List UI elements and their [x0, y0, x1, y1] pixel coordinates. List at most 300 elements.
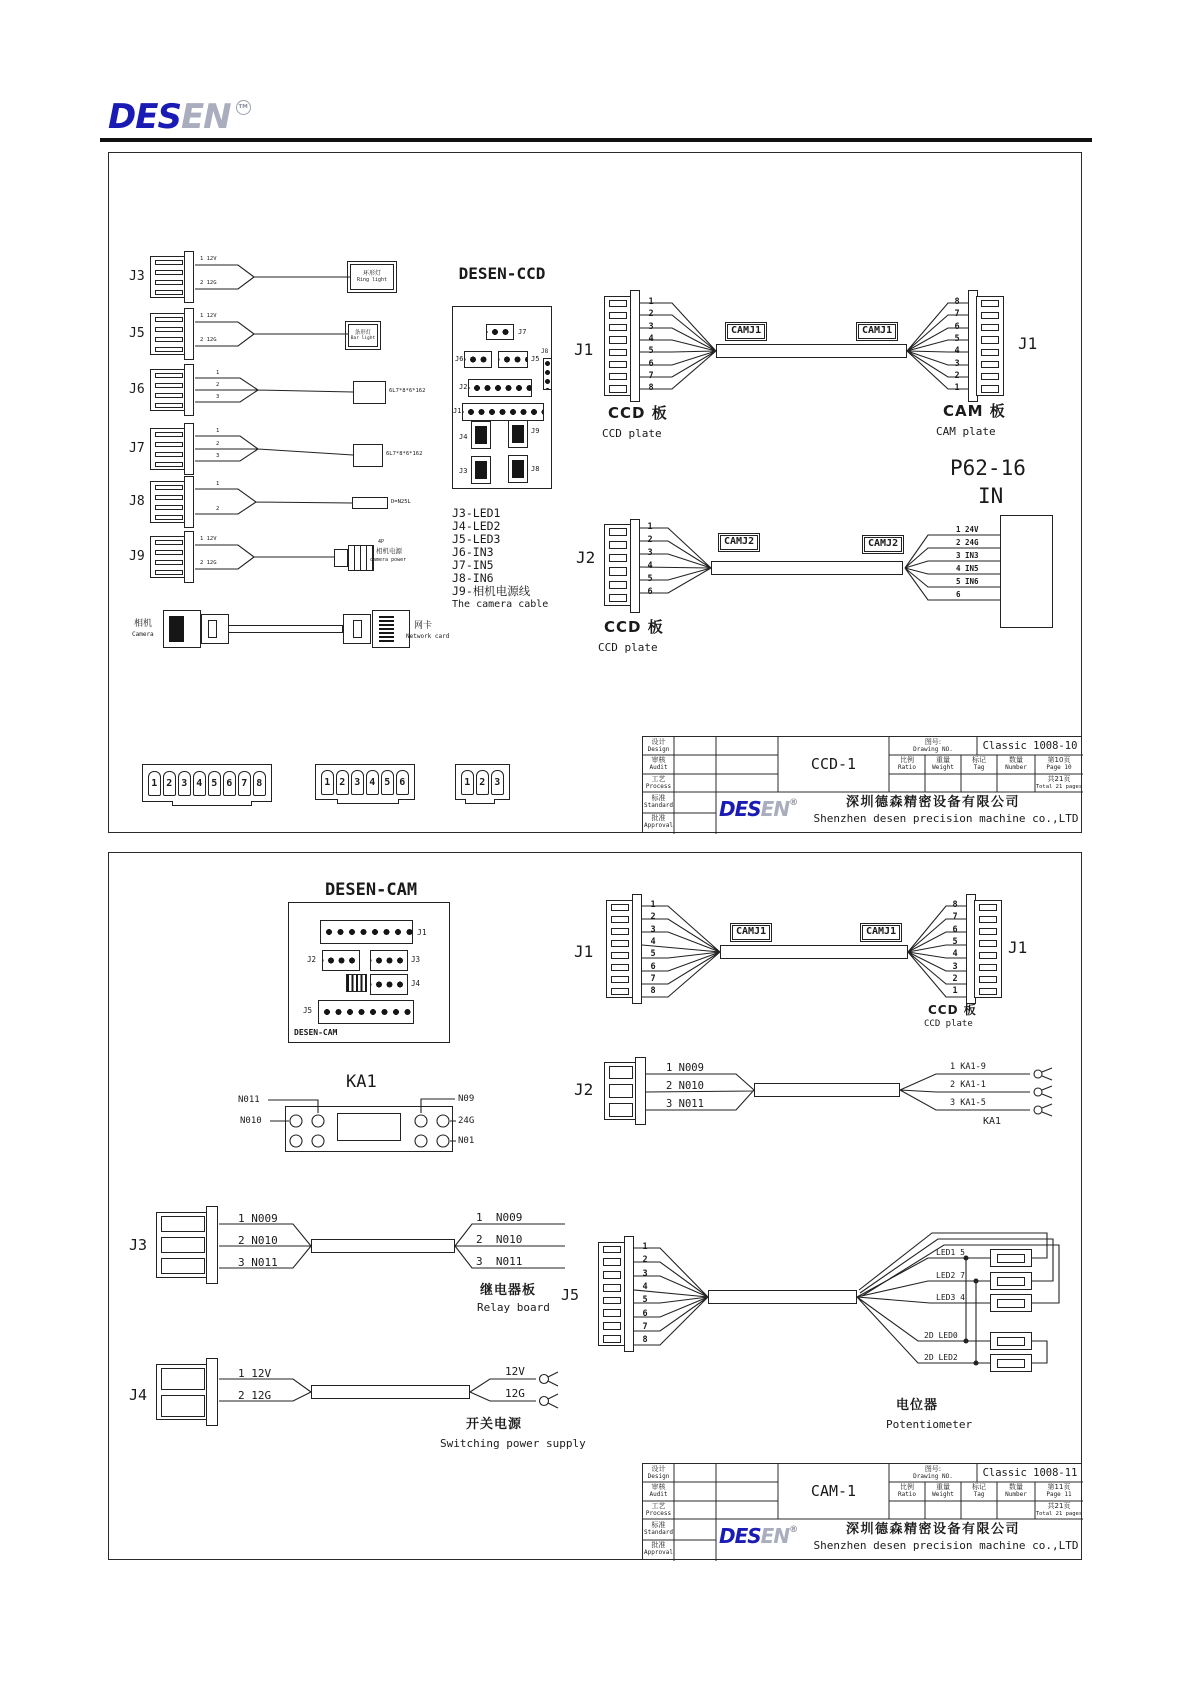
- network-plug-slot: [353, 620, 362, 638]
- cam-j2-wire-left: 1 N009: [666, 1062, 704, 1074]
- connector-slot: [155, 317, 183, 322]
- camera-cable: [228, 625, 343, 633]
- connector-slot: [155, 403, 183, 408]
- j8-end-box: [352, 497, 388, 509]
- j1-left-pins: [644, 298, 658, 393]
- connector-slot: [603, 1246, 621, 1254]
- connector-slot: [155, 505, 183, 510]
- connector-slot: [981, 349, 999, 356]
- connector-j7-label: J7: [129, 441, 145, 456]
- switching-power-zh: 开关电源: [466, 1417, 523, 1432]
- cam-j4-wire-right: 12G: [505, 1387, 525, 1400]
- connector-slot: [603, 1258, 621, 1266]
- cam-j1-right-label: J1: [1008, 938, 1028, 957]
- tb-process: 工艺 Process: [645, 1502, 672, 1517]
- title-block-logo: DESEN®: [719, 797, 798, 821]
- connector-slot: [609, 1066, 633, 1080]
- pin-number: 2: [952, 974, 958, 985]
- pin-number: 1: [321, 770, 334, 795]
- connector-slot: [603, 1335, 621, 1343]
- pin-number: 3: [491, 770, 504, 795]
- tb-ratio: 比例 Ratio: [897, 756, 917, 771]
- legend-line: J9-相机电源线: [452, 584, 531, 598]
- cam-board-j4-label: J4: [411, 979, 421, 988]
- pin-number: 6: [647, 587, 653, 598]
- connector-slot: [155, 290, 183, 295]
- connector-slot: [603, 1309, 621, 1317]
- connector-slot: [609, 373, 627, 380]
- j1-left-wafer: [630, 290, 640, 402]
- cam-plate-en: CAM plate: [936, 425, 996, 438]
- drawing-number: Classic 1008-11: [982, 1467, 1078, 1479]
- pin-number: 6: [396, 770, 409, 795]
- cam-j4-wire-left: 1 12V: [238, 1367, 272, 1380]
- pin-number: 1: [642, 1242, 648, 1252]
- ccd-board-j7: [486, 324, 514, 340]
- connector-slot: [155, 550, 183, 555]
- connector-slot: [155, 347, 183, 352]
- cam-j3-wire-right: 3 N011: [476, 1255, 523, 1268]
- pin-strip-8-tab: [172, 801, 252, 806]
- drawing-number: Classic 1008-10: [982, 740, 1078, 752]
- cam-j5-wafer: [624, 1236, 634, 1352]
- p62-title: P62-16: [950, 456, 1026, 480]
- pot-wire-label: LED2 7: [936, 1271, 965, 1280]
- logo-text-gray: EN: [180, 97, 231, 137]
- connector-slot: [161, 1237, 205, 1253]
- ccd-plate2-en: CCD plate: [598, 641, 658, 654]
- connector-slot: [609, 1084, 633, 1098]
- cam-j5-pins: [638, 1243, 652, 1345]
- cam-j3-connector: [156, 1212, 210, 1278]
- cam-j3-cable: [311, 1239, 455, 1253]
- connector-slot: [603, 1271, 621, 1279]
- cam-j3-wire-right: 1 N009: [476, 1211, 523, 1224]
- company-name-zh: 深圳德森精密设备有限公司: [845, 795, 1020, 810]
- ka1-n09-label: N09: [458, 1094, 475, 1104]
- camj2-tag-left: CAMJ2: [720, 535, 758, 550]
- connector-slot: [155, 540, 183, 545]
- ccd-board-j9: [508, 420, 528, 448]
- cam-board-j3-label: J3: [411, 955, 421, 964]
- pin-number: 6: [642, 1308, 648, 1319]
- ccd-board-j3: [471, 456, 491, 484]
- ccd-board-j8: [543, 358, 552, 390]
- pin-number: 1: [461, 770, 474, 795]
- camj2-tag-right: CAMJ2: [864, 537, 902, 552]
- wire-label: 2: [216, 441, 220, 447]
- bar-light-box: [348, 324, 378, 347]
- tb-number: 数量 Number: [1005, 1483, 1027, 1498]
- wire-label: 3: [216, 453, 220, 459]
- cam-j2-wire-left: 2 N010: [666, 1080, 704, 1092]
- connector-slot: [979, 988, 997, 995]
- connector-slot: [161, 1395, 205, 1417]
- tb-process: 工艺 Process: [645, 775, 672, 790]
- connector-slot: [155, 452, 183, 457]
- company-name-zh: 深圳德森精密设备有限公司: [845, 1522, 1020, 1537]
- connector-slot: [979, 976, 997, 983]
- pin-number: 6: [650, 961, 656, 972]
- connector-slot: [981, 312, 999, 319]
- tb-page: 第11页 Page 11: [1046, 1483, 1072, 1498]
- camera-power-en: camera power: [370, 557, 407, 563]
- cam-ccd-plate-zh: CCD 板: [928, 1003, 977, 1017]
- pin-number: 8: [952, 900, 958, 910]
- network-connector-pins: [379, 616, 394, 642]
- connector-j5-wafer: [184, 308, 194, 360]
- potentiometer-led3: [990, 1294, 1032, 1312]
- end-device-en: Ring light: [356, 276, 388, 283]
- cam-j1-left-pins: [646, 901, 660, 996]
- j1-left-connector: [604, 296, 632, 396]
- camera-power-pincount: 4P: [378, 539, 385, 545]
- connector-slot: [981, 361, 999, 368]
- cam-j2-right-sub: KA1: [983, 1116, 1002, 1127]
- pin-number: 8: [648, 383, 654, 394]
- connector-slot: [979, 940, 997, 947]
- connector-slot: [155, 383, 183, 388]
- pin-strip-3-tab: [465, 799, 495, 804]
- connector-slot: [981, 336, 999, 343]
- ccd-board-j5: [498, 351, 528, 368]
- network-card-label-en: Network card: [406, 633, 450, 640]
- pin-number: 5: [642, 1295, 648, 1306]
- connector-j9: [150, 536, 188, 578]
- pin-number: 1: [952, 986, 958, 997]
- ccd-board-j6: [464, 351, 492, 368]
- ccd-board-j4: [471, 421, 491, 449]
- connector-j6-wafer: [184, 364, 194, 416]
- camera-connector-insert: [169, 616, 184, 642]
- connector-j3-wafer: [184, 251, 194, 303]
- cam-j5-cable: [708, 1290, 857, 1304]
- legend-line: J8-IN6: [452, 571, 494, 585]
- ccd-board-j4-label: J4: [459, 433, 468, 441]
- connector-slot: [611, 964, 629, 971]
- connector-slot: [603, 1284, 621, 1292]
- cam-j4-wire-left: 2 12G: [238, 1389, 272, 1402]
- pin-number: 7: [648, 371, 654, 382]
- cam-j2-cable: [754, 1083, 900, 1097]
- connector-slot: [609, 361, 627, 368]
- pin-number: 5: [648, 346, 654, 357]
- tb-standard: 标准 Standard: [644, 1521, 673, 1536]
- connector-slot: [981, 373, 999, 380]
- connector-j8-label: J8: [129, 494, 145, 509]
- pin-number: 1: [650, 900, 656, 910]
- connector-slot: [979, 964, 997, 971]
- connector-slot: [609, 385, 627, 392]
- pin-number: 1: [647, 522, 653, 532]
- connector-slot: [155, 495, 183, 500]
- pin-number: 5: [650, 949, 656, 960]
- pin-number: 5: [381, 770, 394, 795]
- ccd-board-j8b-label: J8: [531, 465, 540, 473]
- tb-tag: 标记 Tag: [972, 1483, 986, 1498]
- end-device-zh: 条形灯: [354, 329, 372, 336]
- cam-j2-wire-right: 3 KA1-5: [950, 1098, 986, 1108]
- connector-slot: [155, 393, 183, 398]
- tb-ratio: 比例 Ratio: [897, 1483, 917, 1498]
- ccd-plate-zh: CCD 板: [608, 404, 668, 422]
- cam-j1-left-wafer: [632, 894, 642, 1004]
- pin-number: 4: [647, 561, 653, 572]
- ccd-plate2-zh: CCD 板: [604, 618, 664, 636]
- pin-number: 3: [954, 358, 960, 369]
- cam-board-j2: [322, 950, 360, 971]
- pin-strip-6: [315, 764, 415, 800]
- relay-board-zh: 继电器板: [480, 1283, 537, 1298]
- wire-label: 1: [216, 428, 220, 434]
- pin-number: 6: [954, 321, 960, 332]
- p62-wire: 3 IN3: [956, 551, 979, 560]
- wire-label: 2 12G: [200, 337, 217, 343]
- camj1-cable: [716, 344, 907, 358]
- pin-number: 4: [952, 949, 958, 960]
- pot-wire-label: LED1 5: [936, 1248, 965, 1257]
- tb-audit: 审核 Audit: [649, 756, 668, 771]
- potentiometer-led1: [990, 1249, 1032, 1267]
- connector-j3: [150, 256, 188, 298]
- pin-number: 2: [650, 912, 656, 923]
- connector-slot: [611, 976, 629, 983]
- wire-label: 3: [216, 394, 220, 400]
- tb-page: 第10页 Page 10: [1046, 756, 1072, 771]
- connector-slot: [609, 554, 627, 562]
- connector-j9-label: J9: [129, 549, 145, 564]
- cam-j2-wire-right: 1 KA1-9: [950, 1062, 986, 1072]
- wire-label: 1 12V: [200, 313, 217, 319]
- camera-label-zh: 相机: [134, 619, 153, 629]
- camera-plug-slot: [208, 620, 217, 638]
- connector-slot: [155, 570, 183, 575]
- connector-j6-label: J6: [129, 382, 145, 397]
- pin-number: 2: [476, 770, 489, 795]
- cam-j4-label: J4: [129, 1386, 148, 1404]
- j1-right-pins: [950, 298, 964, 393]
- camera-label-en: Camera: [132, 631, 154, 638]
- cable-spec-note: 6L7*8*6*162: [386, 451, 423, 457]
- tb-audit: 审核 Audit: [649, 1483, 668, 1498]
- cam-j1-left-connector: [606, 900, 634, 998]
- connector-slot: [609, 567, 627, 575]
- company-name-en: Shenzhen desen precision machine co.,LTD: [813, 1539, 1079, 1552]
- wire-label: 1 12V: [200, 256, 217, 262]
- ccd-board-j1-label: J1: [453, 407, 462, 415]
- cam-j2-wire-right: 2 KA1-1: [950, 1080, 986, 1090]
- wire-label: 2 12G: [200, 560, 217, 566]
- cam-ccd-plate-en: CCD plate: [924, 1019, 973, 1029]
- tb-total-pages: 共21页 Total 21 pages: [1035, 1502, 1083, 1517]
- connector-slot: [981, 300, 999, 307]
- pin-number: 5: [208, 771, 221, 796]
- ccd-board-j8-label: J8: [541, 348, 549, 355]
- ka1-coil: [337, 1113, 401, 1141]
- pin-number: 3: [650, 924, 656, 935]
- pin-number: 2: [642, 1255, 648, 1266]
- pin-number: 1: [648, 297, 654, 307]
- title-block-ccd: [642, 736, 1082, 833]
- pin-number: 1: [148, 771, 161, 796]
- j2-label: J2: [576, 548, 596, 567]
- connector-slot: [161, 1258, 205, 1274]
- title-block-logo: DESEN®: [719, 1524, 798, 1548]
- wire-label: 2: [216, 382, 220, 388]
- cam-j3-wire-right: 2 N010: [476, 1233, 523, 1246]
- cam-j2-label: J2: [574, 1080, 594, 1099]
- sheet-code: CCD-1: [810, 755, 857, 774]
- tb-standard: 标准 Standard: [644, 794, 673, 809]
- ka1-title: KA1: [346, 1072, 377, 1092]
- potentiometer-2d-led0: [990, 1332, 1032, 1350]
- legend-line: J5-LED3: [452, 532, 501, 546]
- connector-slot: [155, 560, 183, 565]
- pin-strip-6-tab: [337, 799, 399, 804]
- pin-number: 4: [648, 334, 654, 345]
- tb-drawing-no: 图号: Drawing NO.: [913, 1465, 953, 1480]
- connector-j8: [150, 481, 188, 523]
- wire-label: 1 12V: [200, 536, 217, 542]
- connector-j8-wafer: [184, 476, 194, 528]
- camj1-tag-left: CAMJ1: [727, 324, 765, 339]
- pot-wire-label: 2D LED2: [924, 1353, 958, 1362]
- connector-j5: [150, 313, 188, 355]
- legend-line: J6-IN3: [452, 545, 494, 559]
- tb-design: 设计 Design: [647, 1465, 670, 1480]
- pin-number: 4: [650, 937, 656, 948]
- cam-j4-wafer: [206, 1358, 218, 1426]
- pin-number: 4: [193, 771, 206, 796]
- j6-end-box: [353, 381, 386, 404]
- connector-slot: [603, 1322, 621, 1330]
- pin-number: 8: [954, 297, 960, 307]
- j1-right-label: J1: [1018, 334, 1038, 353]
- cam-j3-wafer: [206, 1206, 218, 1284]
- cam-board-j4: [370, 974, 408, 995]
- connector-j3-label: J3: [129, 269, 145, 284]
- legend-line: J3-LED1: [452, 506, 501, 520]
- pin-number: 6: [952, 924, 958, 935]
- pin-number: 6: [648, 358, 654, 369]
- cam-board-j5-label: J5: [303, 1006, 313, 1015]
- j2-wafer: [630, 519, 640, 613]
- connector-slot: [609, 528, 627, 536]
- potentiometer-2d-led2: [990, 1354, 1032, 1372]
- camj2-cable: [711, 561, 903, 575]
- pin-number: 3: [642, 1268, 648, 1279]
- pot-wire-label: 2D LED0: [924, 1331, 958, 1340]
- pin-number: 6: [223, 771, 236, 796]
- cam-board-j1: [320, 920, 413, 944]
- j1-left-label: J1: [574, 340, 594, 359]
- p62-wire: 4 IN5: [956, 564, 979, 573]
- cam-board-j2-label: J2: [307, 955, 317, 964]
- tb-weight: 重量 Weight: [932, 756, 954, 771]
- ccd-plate-en: CCD plate: [602, 427, 662, 440]
- tb-drawing-no: 图号: Drawing NO.: [913, 738, 953, 753]
- connector-slot: [979, 904, 997, 911]
- connector-slot: [603, 1297, 621, 1305]
- connector-slot: [611, 940, 629, 947]
- connector-slot: [979, 928, 997, 935]
- tb-approval: 批准 Approval: [644, 1541, 673, 1556]
- pin-number: 7: [238, 771, 251, 796]
- connector-slot: [155, 260, 183, 265]
- pin-strip-3: [455, 764, 510, 800]
- cam-j1-left-label: J1: [574, 942, 594, 961]
- connector-slot: [611, 904, 629, 911]
- connector-slot: [609, 312, 627, 319]
- p62-subtitle: IN: [978, 484, 1004, 508]
- connector-j7: [150, 428, 188, 470]
- cam-j4-wire-right: 12V: [505, 1365, 525, 1378]
- wire-label: 2 12G: [200, 280, 217, 286]
- tb-approval: 批准 Approval: [644, 814, 673, 829]
- j7-end-box: [353, 444, 383, 467]
- connector-slot: [155, 373, 183, 378]
- trademark-icon: TM: [236, 100, 251, 115]
- legend-line: J4-LED2: [452, 519, 501, 533]
- connector-slot: [611, 988, 629, 995]
- ccd-board-j2-label: J2: [459, 383, 468, 391]
- connector-slot: [155, 442, 183, 447]
- pin-number: 3: [178, 771, 191, 796]
- pin-number: 3: [647, 548, 653, 559]
- connector-slot: [611, 916, 629, 923]
- cam-board-footer: DESEN-CAM: [294, 1028, 338, 1037]
- title-block-cam: [642, 1463, 1082, 1560]
- connector-slot: [611, 952, 629, 959]
- ccd-board-j8b: [508, 455, 528, 483]
- j2-pins: [644, 523, 656, 597]
- cable-spec-note: 6L7*8*6*162: [389, 388, 426, 394]
- pin-number: 5: [952, 937, 958, 948]
- pin-number: 3: [351, 770, 364, 795]
- tb-tag: 标记 Tag: [972, 756, 986, 771]
- connector-slot: [981, 385, 999, 392]
- cam-board-j3: [370, 950, 408, 971]
- wire-label: 2: [216, 506, 220, 512]
- cam-j1-right-pins: [948, 901, 962, 996]
- connector-slot: [609, 594, 627, 602]
- pin-number: 8: [253, 771, 266, 796]
- ka1-n011-label: N011: [238, 1095, 260, 1105]
- company-name-en: Shenzhen desen precision machine co.,LTD: [813, 812, 1079, 825]
- cam-board-header: [346, 974, 367, 992]
- tb-weight: 重量 Weight: [932, 1483, 954, 1498]
- connector-slot: [609, 541, 627, 549]
- cam-j4-cable: [311, 1385, 470, 1399]
- p62-wire: 6: [956, 590, 961, 599]
- sheet-code: CAM-1: [810, 1482, 857, 1501]
- pin-number: 7: [642, 1322, 648, 1333]
- pin-number: 2: [163, 771, 176, 796]
- pin-number: 5: [954, 334, 960, 345]
- p62-box: [1000, 515, 1053, 628]
- cam-j5-connector: [598, 1242, 626, 1346]
- tb-design: 设计 Design: [647, 738, 670, 753]
- pin-number: 7: [952, 912, 958, 923]
- potentiometer-led2: [990, 1272, 1032, 1290]
- ka1-24g-label: 24G: [458, 1116, 475, 1126]
- pin-number: 5: [647, 574, 653, 585]
- camera-power-zh: 相机电源: [376, 547, 402, 555]
- pin-number: 4: [642, 1282, 648, 1293]
- connector-slot: [609, 1103, 633, 1117]
- connector-slot: [155, 462, 183, 467]
- cam-j3-wire-left: 3 N011: [238, 1256, 278, 1269]
